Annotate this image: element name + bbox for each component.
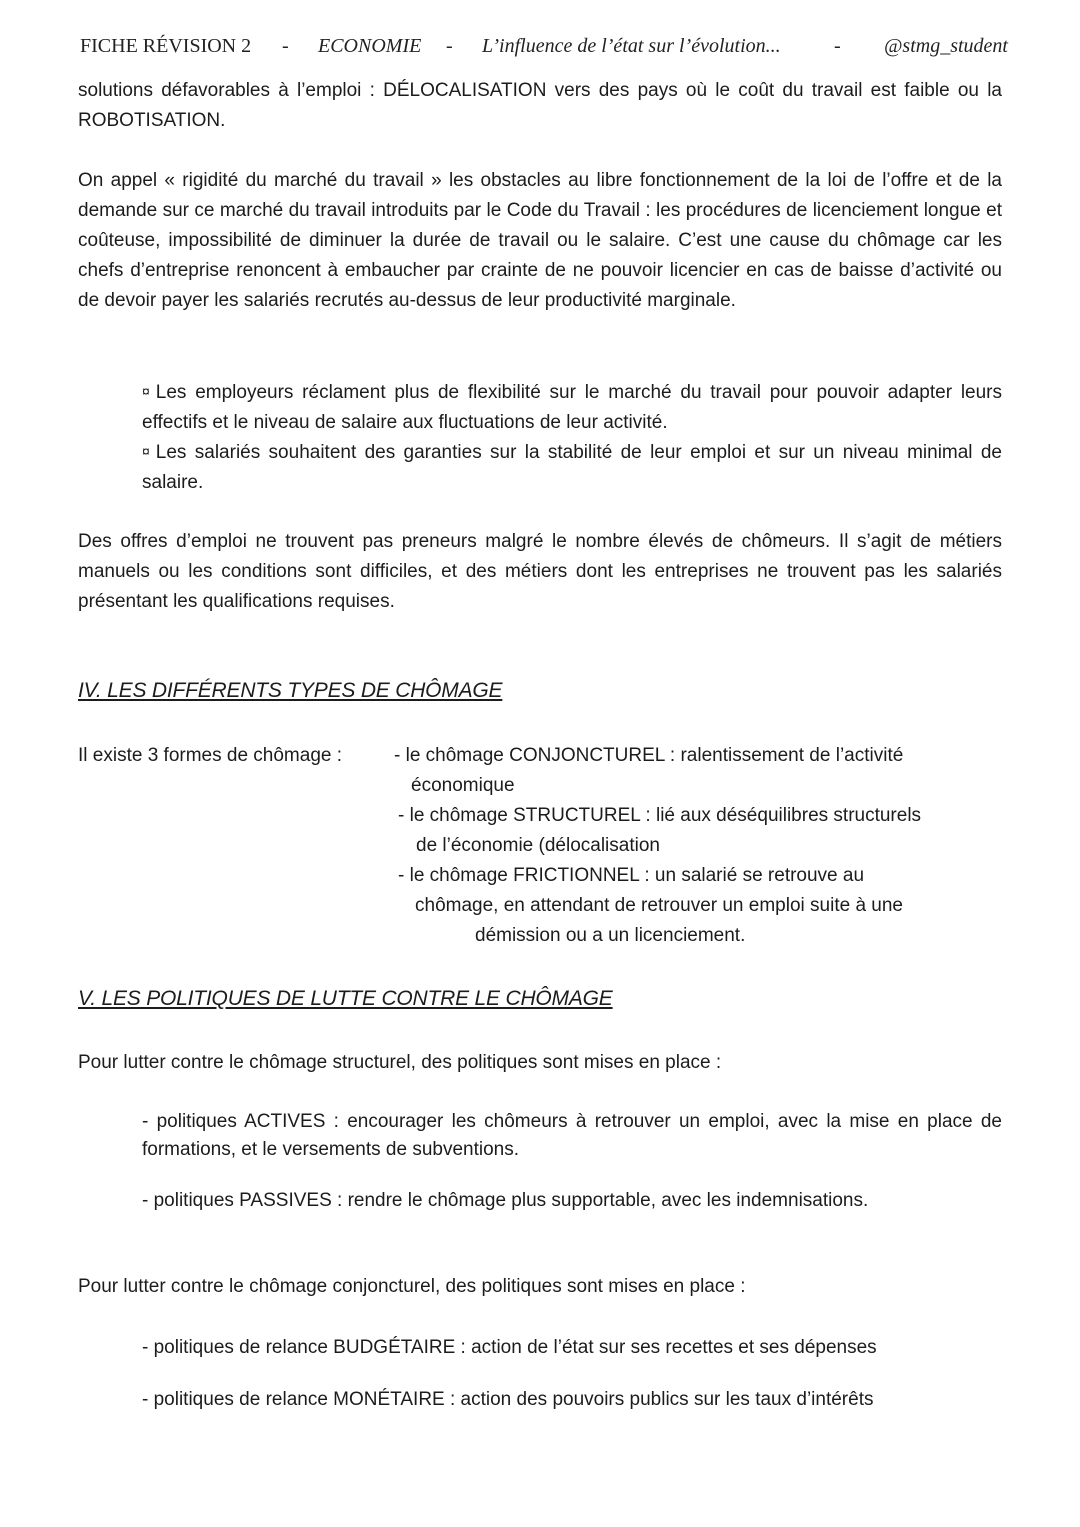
bullet-icon: ¤ [142, 443, 150, 459]
bullet-item-employees [142, 436, 1002, 498]
header-handle: @stmg_student [884, 35, 1008, 57]
header-separator: - [446, 35, 453, 57]
cyclical-policies-intro: Pour lutter contre le chômage conjoncturel, des politiques sont mises en place : [78, 1276, 746, 1297]
header-chapter: L’influence de l’état sur l’évolution... [482, 35, 781, 57]
header-subject: ECONOMIE [318, 35, 422, 57]
page-header [80, 35, 1008, 61]
section-heading-types: IV. LES DIFFÉRENTS TYPES DE CHÔMAGE [78, 679, 503, 702]
policy-budgetary: - politiques de relance BUDGÉTAIRE : action de l’état sur ses recettes et ses dépenses [142, 1337, 877, 1358]
bullet-item-employers [142, 376, 1002, 438]
policy-active: - politiques ACTIVES : encourager les chômeurs à retrouver un emploi, avec la mise en place de formations, et le versements de subventions. [142, 1111, 1002, 1160]
job-offers-paragraph: Des offres d’emploi ne trouvent pas preneurs malgré le nombre élevés de chômeurs. Il s’agit de métiers manuels ou les conditions sont difficiles, et des métiers dont les entreprises ne trouvent pas les salariés présentant les qualifications requises. [78, 531, 1002, 612]
type-structurel-continued: de l’économie (délocalisation [416, 835, 660, 856]
header-separator: - [282, 35, 289, 57]
type-frictionnel: - le chômage FRICTIONNEL : un salarié se retrouve au [398, 865, 865, 886]
policy-monetary: - politiques de relance MONÉTAIRE : action des pouvoirs publics sur les taux d’intérêts [142, 1389, 874, 1410]
types-lead-text: Il existe 3 formes de chômage : [78, 745, 343, 766]
type-frictionnel-continued: chômage, en attendant de retrouver un emploi suite à une [415, 895, 903, 916]
header-separator: - [834, 35, 841, 57]
rigidity-paragraph: On appel « rigidité du marché du travail » les obstacles au libre fonctionnement de la loi de l’offre et de la demande sur ce marché du travail introduits par le Code du Travail : les procédures de licenciement longue et coûteuse, impossibilité de diminuer la durée de travail ou le salaire. C’est une cause du chômage car les chefs d’entreprise renoncent à embaucher par crainte de ne pouvoir licencier en cas de baisse d’activité ou de devoir payer les salariés recrutés au-dessus de leur productivité marginale. [78, 170, 1002, 311]
intro-paragraph: solutions défavorables à l’emploi : DÉLOCALISATION vers des pays où le coût du travail est faible ou la ROBOTISATION. [78, 80, 1002, 131]
type-conjoncturel: - le chômage CONJONCTUREL : ralentissement de l’activité [394, 745, 904, 766]
bullet-text: Les salariés souhaitent des garanties sur la stabilité de leur emploi et sur un niveau minimal de salaire. [142, 442, 1002, 493]
header-title: FICHE RÉVISION 2 [80, 35, 252, 57]
type-structurel: - le chômage STRUCTUREL : lié aux déséquilibres structurels [398, 805, 922, 826]
structural-policies-intro: Pour lutter contre le chômage structurel, des politiques sont mises en place : [78, 1052, 722, 1073]
type-frictionnel-end: démission ou a un licenciement. [475, 925, 746, 946]
policy-passive: - politiques PASSIVES : rendre le chômage plus supportable, avec les indemnisations. [142, 1190, 869, 1211]
bullet-text: Les employeurs réclament plus de flexibilité sur le marché du travail pour pouvoir adapter leurs effectifs et le niveau de salaire aux fluctuations de leur activité. [142, 382, 1002, 433]
type-conjoncturel-continued: économique [411, 775, 515, 796]
section-heading-policies: V. LES POLITIQUES DE LUTTE CONTRE LE CHÔMAGE [78, 987, 613, 1010]
bullet-icon: ¤ [142, 383, 150, 399]
